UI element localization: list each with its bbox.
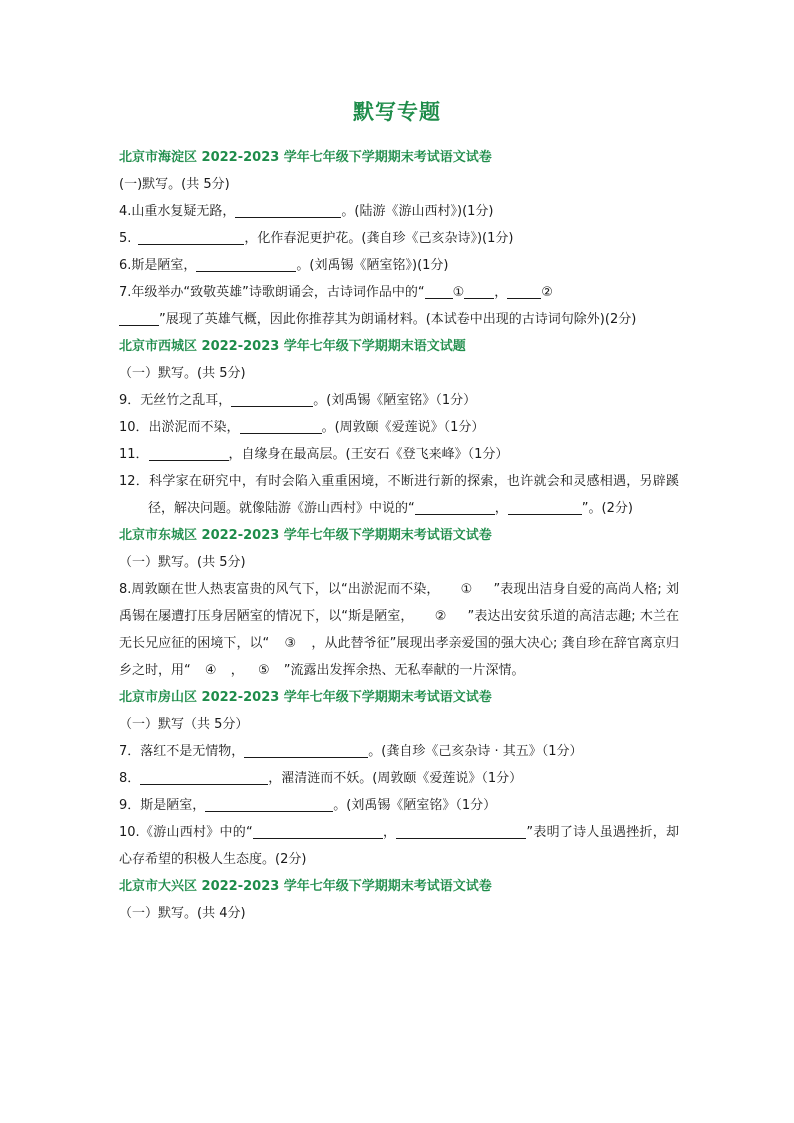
question-7: 7.年级举办“致敬英雄”诗歌朗诵会，古诗词作品中的“ ① ， ② ”展现了英雄气概，因此你推荐其为朗诵材料。(本试卷中出现的古诗词句除外)(2分) [119, 285, 637, 327]
question-4: 4.山重水复疑无路， 。(陆游《游山西村》)(1分) [119, 204, 494, 219]
section-heading-haidian: 北京市海淀区 2022-2023 学年七年级下学期期末考试语文试卷 [119, 150, 492, 165]
question-12: 12．科学家在研究中，有时会陷入重重困境，不断进行新的探索，也许就会和灵感相遇，另辟蹊径，解决问题。就像陆游《游山西村》中说的“ ， ”。(2分) [119, 474, 679, 516]
answer-blank[interactable] [244, 742, 368, 758]
question-9: 9．无丝竹之乱耳， 。(刘禹锡《陋室铭》（1分） [119, 393, 477, 408]
blank-marker[interactable]: ② [434, 609, 447, 624]
section-intro: （一）默写。(共 5分) [119, 555, 246, 570]
question-6: 6.斯是陋室， 。(刘禹锡《陋室铭》)(1分) [119, 258, 449, 273]
page-title: 默写专题 [353, 100, 441, 124]
blank-marker: ② [541, 285, 553, 300]
answer-blank[interactable] [507, 283, 541, 299]
section-heading-fangshan: 北京市房山区 2022-2023 学年七年级下学期期末考试语文试卷 [119, 690, 492, 705]
section-intro: (一)默写。(共 5分) [119, 177, 230, 192]
answer-blank[interactable] [425, 283, 453, 299]
section-intro: （一）默写。(共 4分) [119, 906, 246, 921]
question-8: 8.周敦颐在世人热衷富贵的风气下，以“出淤泥而不染， ① ”表现出洁身自爱的高尚人格; 刘禹锡在屡遭打压身居陋室的情况下，以“斯是陋室， ② ”表达出安贫乐道的高洁志趣; 木兰在无长兄应征的困境下，以“ ③ ，从此替爷征”展现出孝亲爱国的强大决心; 龚自珍在辞官离京归乡之时，用“ ④ ， ⑤ ”流露出发挥余热、无私奉献的一片深情。 [119, 576, 679, 684]
answer-blank[interactable] [235, 202, 341, 218]
question-8: 8． ，濯清涟而不妖。(周敦颐《爱莲说》（1分） [119, 771, 523, 786]
blank-marker[interactable]: ④ [204, 663, 217, 678]
answer-blank[interactable] [140, 769, 268, 785]
question-10: 10.《游山西村》中的“ ， ”表明了诗人虽遇挫折，却心存希望的积极人生态度。(2分) [119, 825, 679, 867]
answer-blank[interactable] [396, 823, 526, 839]
answer-blank[interactable] [231, 391, 313, 407]
question-7: 7．落红不是无情物， 。(龚自珍《己亥杂诗 · 其五》（1分） [119, 744, 583, 759]
section-intro: （一）默写。(共 5分) [119, 366, 246, 381]
question-5: 5. ，化作春泥更护花。(龚自珍《己亥杂诗》)(1分) [119, 231, 514, 246]
answer-blank[interactable] [240, 418, 322, 434]
answer-blank[interactable] [415, 499, 495, 515]
answer-blank[interactable] [205, 796, 333, 812]
section-heading-dongcheng: 北京市东城区 2022-2023 学年七年级下学期期末考试语文试卷 [119, 528, 492, 543]
question-9: 9．斯是陋室， 。(刘禹锡《陋室铭》（1分） [119, 798, 497, 813]
answer-blank[interactable] [464, 283, 494, 299]
blank-marker[interactable]: ⑤ [257, 663, 270, 678]
answer-blank[interactable] [253, 823, 383, 839]
answer-blank[interactable] [119, 310, 159, 326]
answer-blank[interactable] [508, 499, 582, 515]
section-intro: （一）默写（共 5分） [119, 717, 249, 732]
blank-marker: ① [452, 285, 465, 300]
blank-marker[interactable]: ③ [284, 636, 297, 651]
answer-blank[interactable] [138, 229, 244, 245]
blank-marker[interactable]: ① [460, 582, 473, 597]
question-10: 10．出淤泥而不染， 。(周敦颐《爱莲说》（1分） [119, 420, 485, 435]
answer-blank[interactable] [149, 445, 229, 461]
document-body [119, 144, 679, 927]
section-heading-xicheng: 北京市西城区 2022-2023 学年七年级下学期期末语文试题 [119, 339, 466, 354]
answer-blank[interactable] [196, 256, 296, 272]
question-11: 11． ，自缘身在最高层。(王安石《登飞来峰》（1分） [119, 447, 509, 462]
section-heading-daxing: 北京市大兴区 2022-2023 学年七年级下学期期末考试语文试卷 [119, 879, 492, 894]
